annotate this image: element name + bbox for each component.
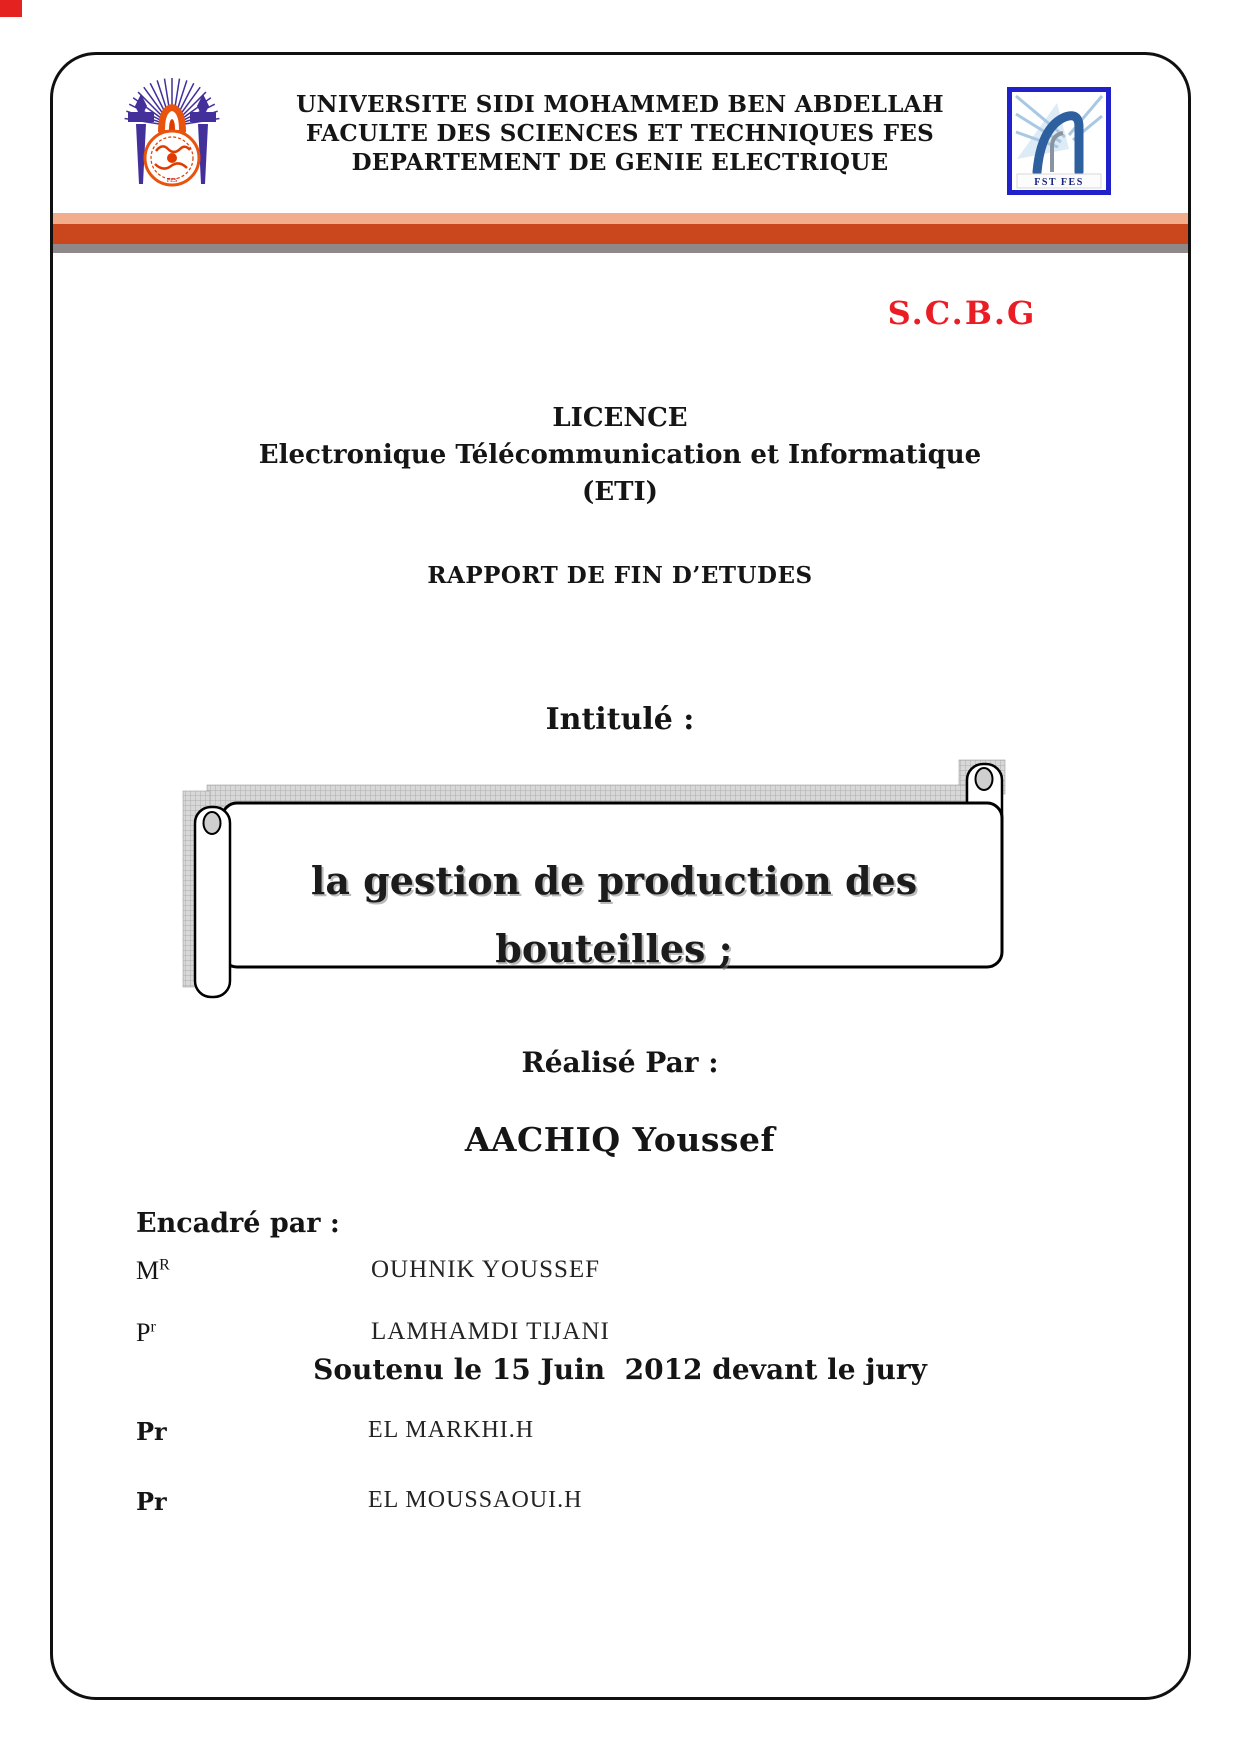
department-name: DEPARTEMENT DE GENIE ELECTRIQUE bbox=[351, 149, 889, 176]
supervisor-title-sup: R bbox=[159, 1256, 170, 1274]
institution-header bbox=[52, 90, 1188, 177]
supervisor-row bbox=[0, 1256, 1240, 1292]
report-type: RAPPORT DE FIN D’ETUDES bbox=[427, 562, 813, 589]
intitule-label: Intitulé : bbox=[545, 702, 695, 737]
emblem-caption: FES bbox=[166, 178, 178, 184]
fst-logo-caption: FST FES bbox=[1034, 177, 1084, 188]
supervisor-title-letter: P bbox=[136, 1318, 151, 1347]
supervisor-title bbox=[136, 1318, 156, 1348]
supervisor-title bbox=[136, 1256, 170, 1286]
degree-level: LICENCE bbox=[552, 403, 688, 433]
university-name: UNIVERSITE SIDI MOHAMMED BEN ABDELLAH bbox=[296, 91, 944, 118]
jury-title: Pr bbox=[136, 1487, 167, 1516]
project-title-line2: bouteilles ; bbox=[495, 926, 733, 971]
realise-label: Réalisé Par : bbox=[521, 1046, 719, 1079]
jury-name: EL MOUSSAOUI.H bbox=[368, 1487, 583, 1513]
encadre-label: Encadré par : bbox=[136, 1208, 340, 1239]
defense-statement: Soutenu le 15 Juin 2012 devant le jury bbox=[313, 1353, 927, 1386]
degree-abbreviation: (ETI) bbox=[582, 477, 658, 507]
scroll-left-curl bbox=[195, 807, 230, 997]
project-title-line1: la gestion de production des bbox=[310, 858, 918, 903]
author-name: AACHIQ Youssef bbox=[464, 1120, 776, 1159]
supervisor-row bbox=[0, 1318, 1240, 1354]
supervisor-title-sup: r bbox=[150, 1318, 156, 1336]
jury-title: Pr bbox=[136, 1417, 167, 1446]
jury-row bbox=[0, 1417, 1240, 1451]
faculty-name: FACULTE DES SCIENCES ET TECHNIQUES FES bbox=[305, 120, 935, 147]
supervisor-name: LAMHAMDI TIJANI bbox=[371, 1318, 610, 1345]
red-corner-mark bbox=[0, 0, 22, 17]
jury-row bbox=[0, 1487, 1240, 1521]
jury-name: EL MARKHI.H bbox=[368, 1417, 535, 1443]
degree-program: Electronique Télécommunication et Informatique bbox=[258, 440, 982, 470]
degree-block bbox=[52, 400, 1188, 511]
supervisor-name: OUHNIK YOUSSEF bbox=[371, 1256, 601, 1283]
company-tag: S.C.B.G bbox=[887, 294, 1037, 332]
supervisor-title-letter: M bbox=[136, 1256, 160, 1285]
